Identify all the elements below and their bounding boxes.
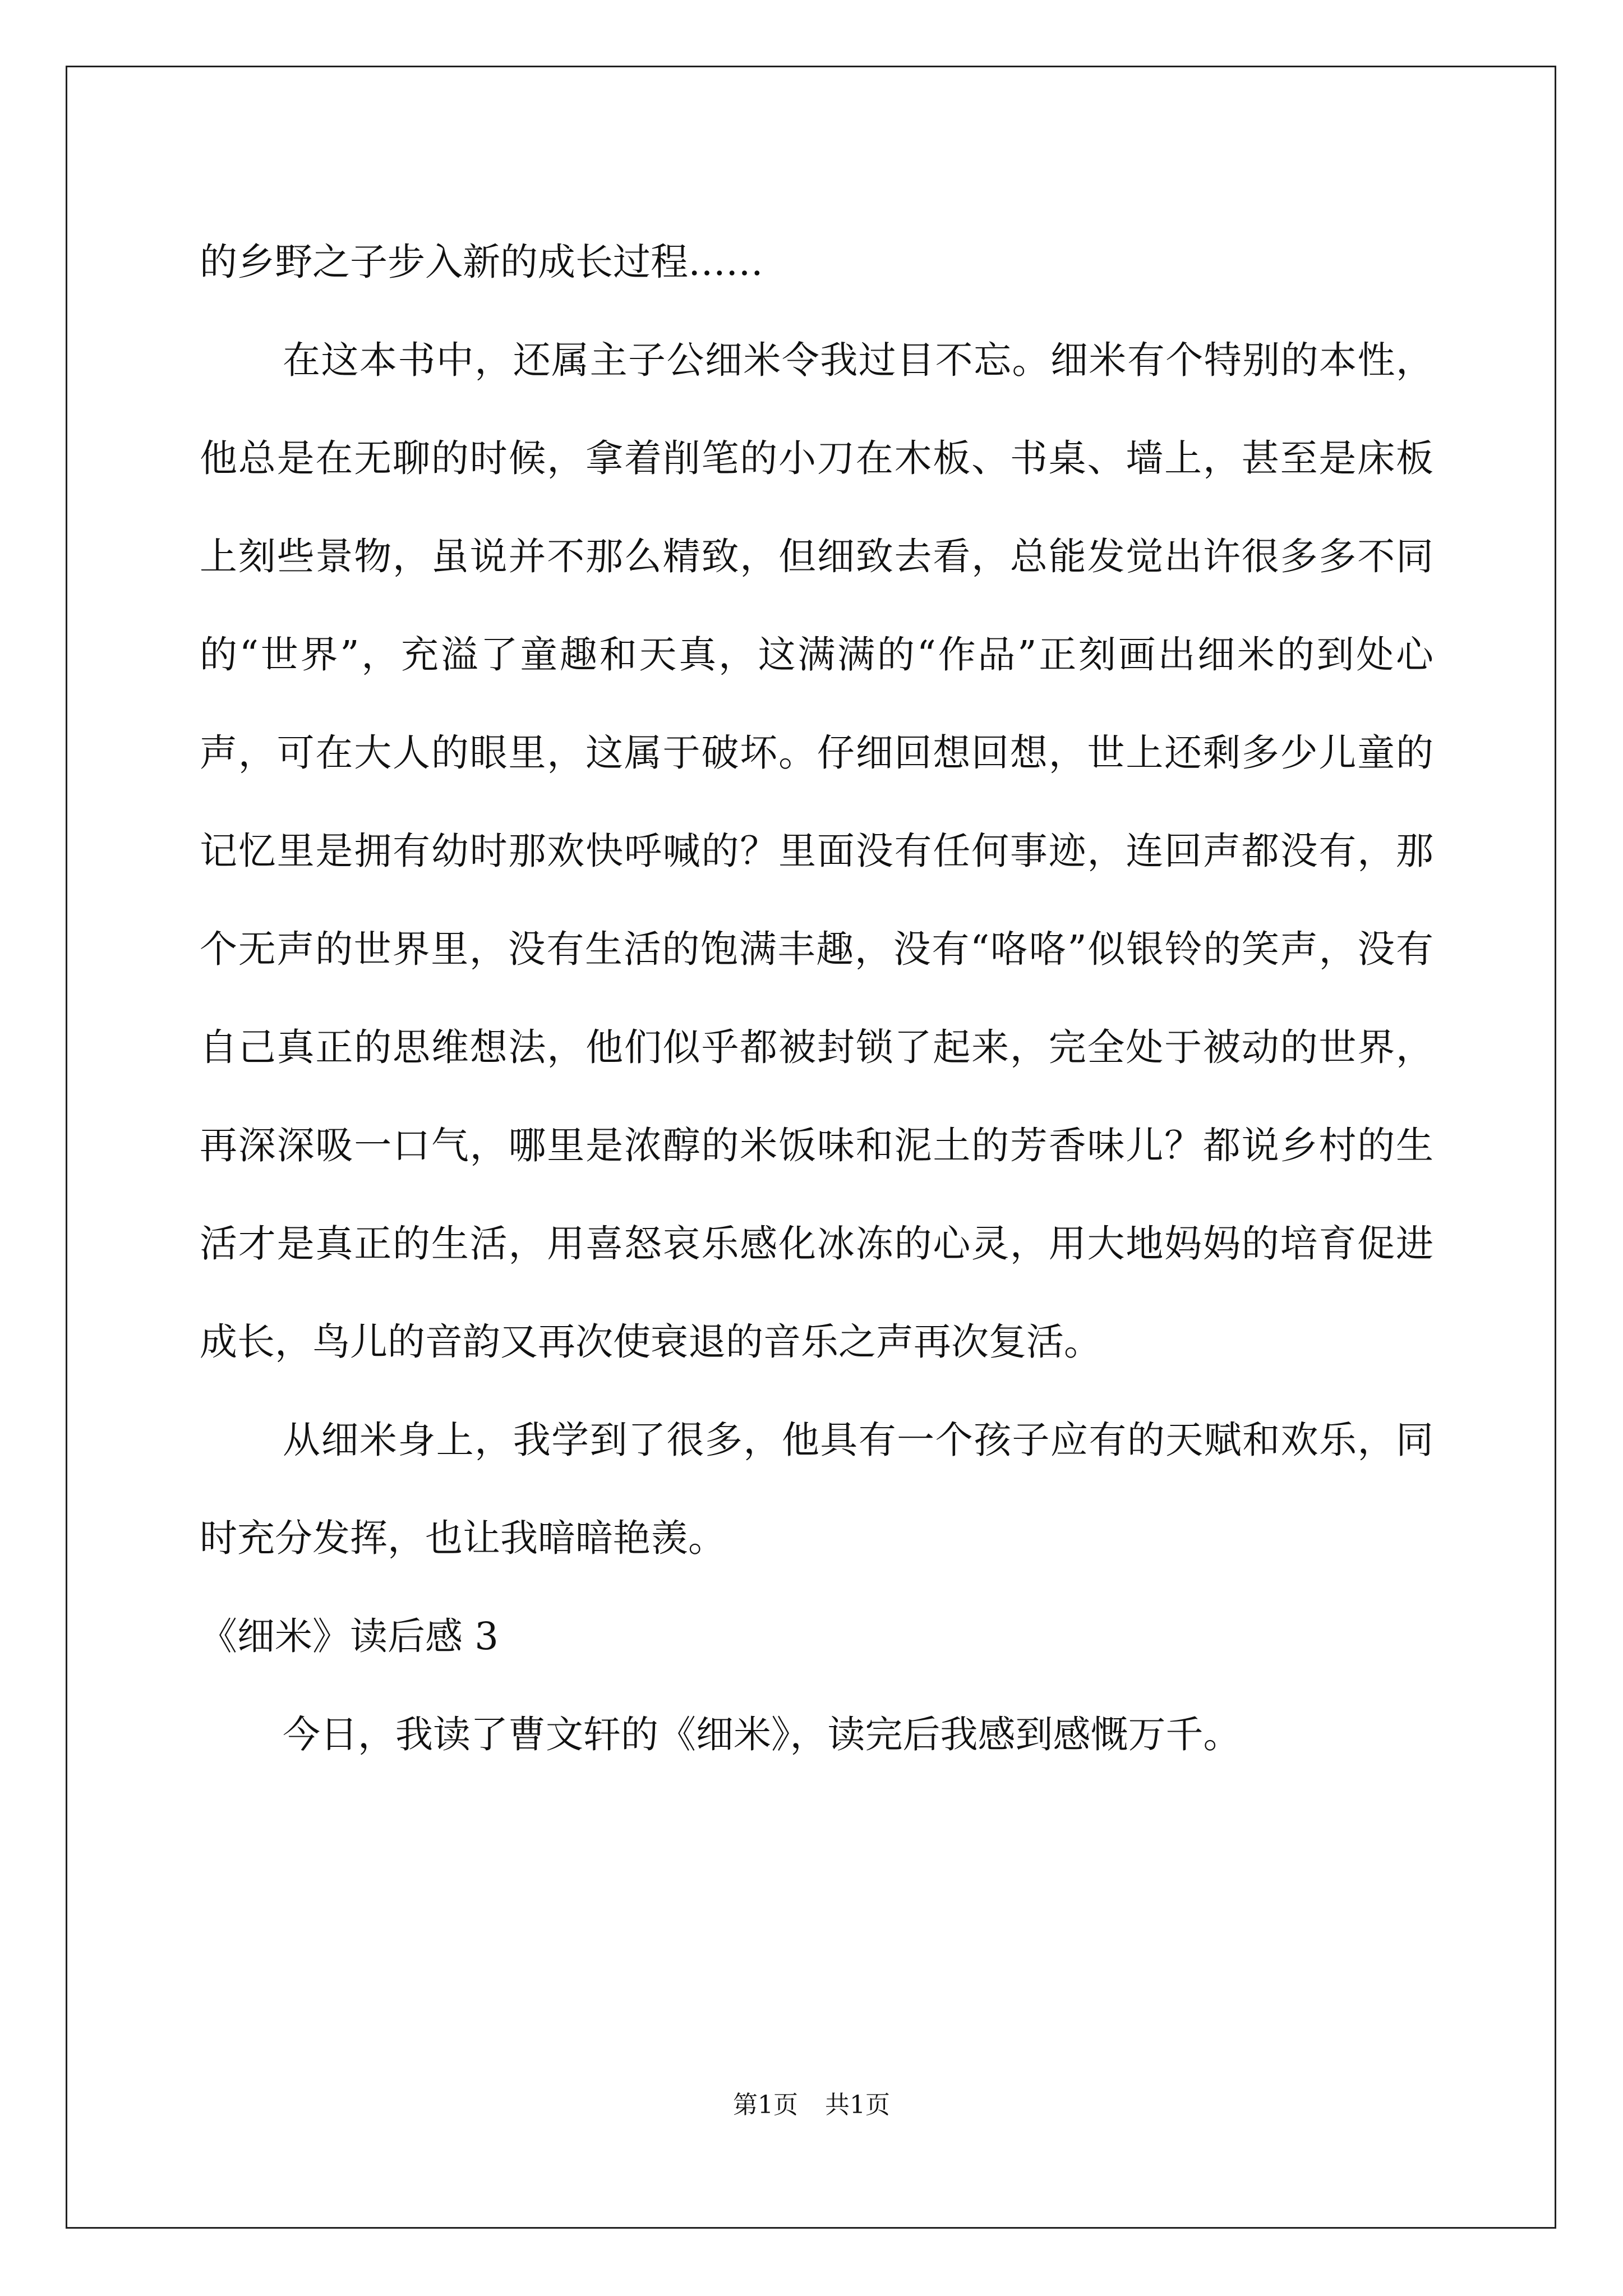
- paragraph-xi-mi-nature: 在这本书中，还属主子公细米令我过目不忘。细米有个特别的本性，他总是在无聊的时候，拿着削笔的小刀在木板、书桌、墙上，甚至是床板上刻些景物，虽说并不那么精致，但细致去看，总能发觉出许很多多不同的“世界”，充溢了童趣和天真，这满满的“作品”正刻画出细米的到处心声，可在大人的眼里，这属于破坏。仔细回想回想，世上还剩多少儿童的记忆里是拥有幼时那欢快呼喊的？里面没有任何事迹，连回声都没有，那个无声的世界里，没有生活的饱满丰趣，没有“咯咯”似银铃的笑声，没有自己真正的思维想法，他们似乎都被封锁了起来，完全处于被动的世界，再深深吸一口气，哪里是浓醇的米饭味和泥土的芳香味儿？都说乡村的生活才是真正的生活，用喜怒哀乐感化冰冻的心灵，用大地妈妈的培育促进成长，鸟儿的音韵又再次使衰退的音乐之声再次复活。: [200, 338, 1433, 1364]
- page-footer: [0, 2085, 1623, 2120]
- paragraph-continuation: 的乡野之子步入新的成长过程……: [200, 240, 763, 284]
- page-number: 第1页: [733, 2091, 798, 2119]
- page-total: 共1页: [825, 2091, 890, 2119]
- paragraph-learned: 从细米身上，我学到了很多，他具有一个孩子应有的天赋和欢乐，同时充分发挥，也让我暗暗艳羡。: [200, 1418, 1433, 1560]
- document-body: [200, 213, 1433, 1784]
- section-heading: 《细米》读后感 3: [200, 1614, 499, 1658]
- paragraph-today: 今日，我读了曹文轩的《细米》，读完后我感到感慨万千。: [283, 1713, 1241, 1756]
